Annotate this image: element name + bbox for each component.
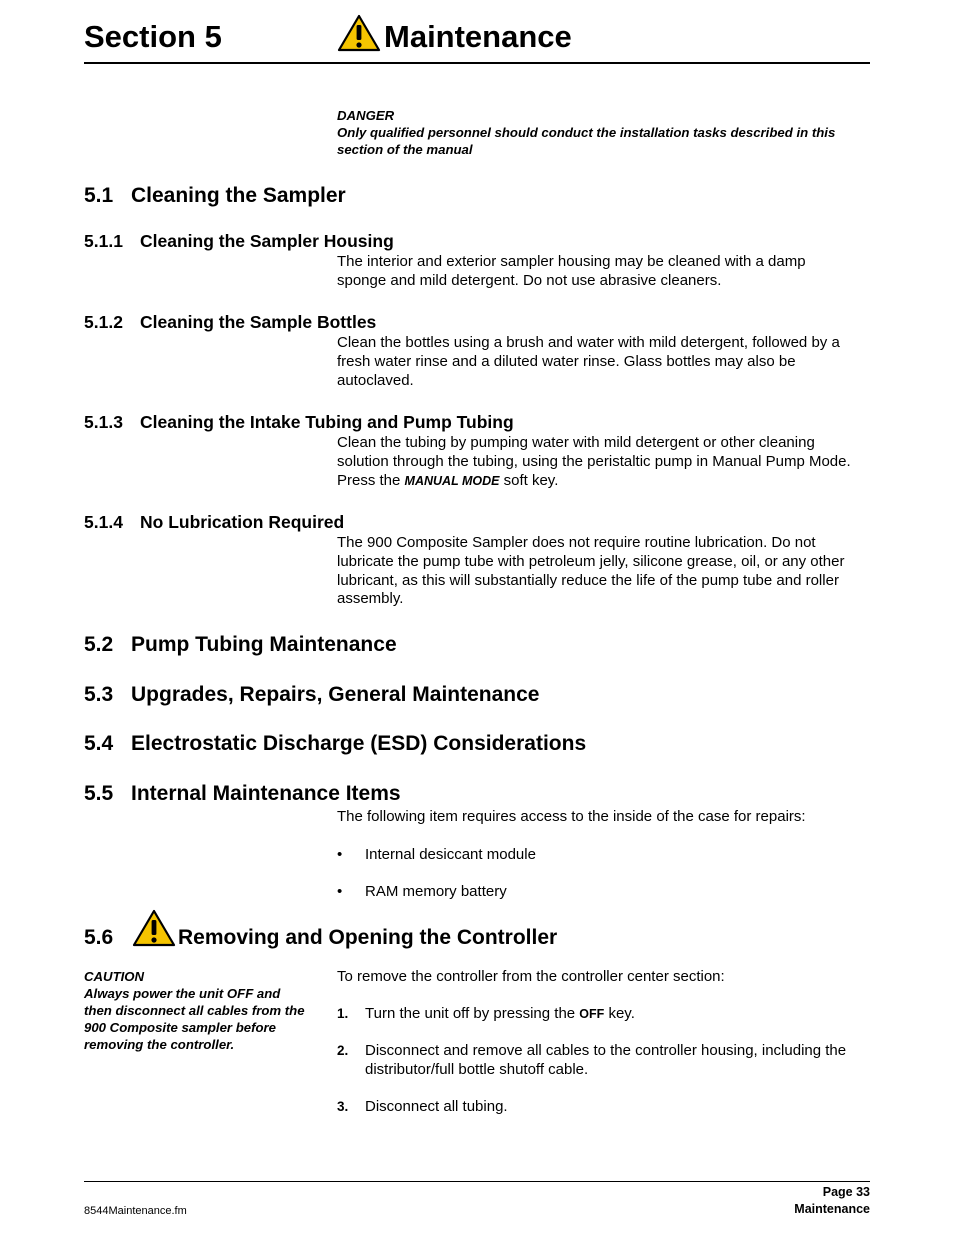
danger-note (337, 107, 872, 158)
caution-note (84, 968, 309, 1053)
heading-number: 5.4 (84, 732, 114, 755)
footer-chapter: Maintenance (794, 1202, 870, 1216)
heading-5-1-1 (84, 231, 394, 251)
heading-text: Cleaning the Sample Bottles (140, 312, 377, 332)
step-text: Disconnect all tubing. (365, 1098, 508, 1115)
paragraph-5-1-3 (337, 434, 870, 490)
heading-number: 5.3 (84, 683, 114, 706)
warning-icon (337, 14, 381, 52)
danger-text: Only qualified personnel should conduct the installation tasks described in this section of the manual (337, 125, 836, 157)
step-item (337, 1005, 870, 1024)
heading-number: 5.1.3 (84, 412, 123, 432)
list-item-text: Internal desiccant module (365, 846, 536, 863)
heading-number: 5.2 (84, 633, 114, 656)
paragraph-5-5: The following item requires access to the inside of the case for repairs: (337, 808, 806, 825)
step-item (337, 1042, 870, 1080)
heading-5-4 (84, 732, 586, 756)
footer-filename: 8544Maintenance.fm (84, 1205, 187, 1217)
heading-text: Upgrades, Repairs, General Maintenance (131, 683, 540, 706)
paragraph-5-6: To remove the controller from the controller center section: (337, 968, 725, 985)
heading-text: Internal Maintenance Items (131, 782, 401, 805)
manual-mode-key: MANUAL MODE (404, 473, 500, 488)
heading-number: 5.5 (84, 782, 114, 805)
heading-number: 5.1.4 (84, 512, 123, 532)
heading-5-1-4 (84, 512, 344, 532)
heading-number: 5.1.2 (84, 312, 123, 332)
paragraph-5-1-1: The interior and exterior sampler housing may be cleaned with a damp sponge and mild detergent. Do not use abrasive cleaners. (337, 253, 806, 289)
step-number: 1. (337, 1006, 349, 1021)
paragraph-text: Clean the tubing by pumping water with mild detergent or other cleaning solution through the tubing, using the peristaltic pump in Manual Pump Mode. Press the (337, 434, 851, 489)
step-text: Disconnect and remove all cables to the controller housing, including the distributor/full bottle shutoff cable. (365, 1042, 847, 1078)
heading-5-1-2 (84, 312, 376, 332)
heading-5-1 (84, 184, 346, 208)
heading-text: Electrostatic Discharge (ESD) Considerations (131, 732, 587, 755)
step-number: 3. (337, 1099, 349, 1114)
caution-label: CAUTION (84, 969, 145, 984)
heading-5-6-text: Removing and Opening the Controller (178, 926, 558, 949)
heading-text: Cleaning the Sampler (131, 184, 346, 207)
heading-text: Cleaning the Sampler Housing (140, 231, 394, 251)
heading-5-3 (84, 683, 539, 707)
footer-divider (84, 1181, 870, 1182)
heading-number: 5.1.1 (84, 231, 123, 251)
heading-number: 5.1 (84, 184, 114, 207)
list-item-text: RAM memory battery (365, 883, 507, 900)
bullet: • (337, 846, 343, 863)
danger-label: DANGER (337, 108, 395, 123)
list-item (337, 883, 867, 902)
step-text (365, 1005, 870, 1024)
heading-5-2 (84, 633, 397, 657)
paragraph-5-1-2: Clean the bottles using a brush and water with mild detergent, followed by a fresh water rinse and a diluted water rinse. Glass bottles may also be autoclaved. (337, 334, 840, 389)
header-divider (84, 62, 870, 64)
heading-text: No Lubrication Required (140, 512, 345, 532)
heading-text: Cleaning the Intake Tubing and Pump Tubing (140, 412, 514, 432)
section-label: Section 5 (84, 19, 222, 54)
footer-page-number: Page 33 (822, 1185, 870, 1199)
warning-icon (132, 909, 176, 947)
paragraph-5-1-4: The 900 Composite Sampler does not require routine lubrication. Do not lubricate the pump tube with petroleum jelly, silicone grease, oil, or any other lubricant, as this will substantially reduce the life of the pump tube and roller assembly. (337, 534, 845, 608)
caution-text: Always power the unit OFF and then disconnect all cables from the 900 Composite sampler before removing the controller. (84, 986, 305, 1052)
step-text-part: Turn the unit off by pressing the (365, 1005, 576, 1022)
heading-5-5 (84, 782, 401, 806)
paragraph-text: soft key. (503, 471, 559, 489)
off-key: OFF (579, 1007, 605, 1021)
section-title: Maintenance (384, 19, 572, 54)
list-item (337, 846, 867, 865)
heading-text: Pump Tubing Maintenance (131, 633, 397, 656)
step-number: 2. (337, 1043, 349, 1058)
bullet: • (337, 883, 343, 900)
heading-5-1-3 (84, 412, 514, 432)
step-text-part: key. (608, 1005, 635, 1022)
heading-5-6-number: 5.6 (84, 926, 114, 949)
step-item (337, 1098, 870, 1117)
